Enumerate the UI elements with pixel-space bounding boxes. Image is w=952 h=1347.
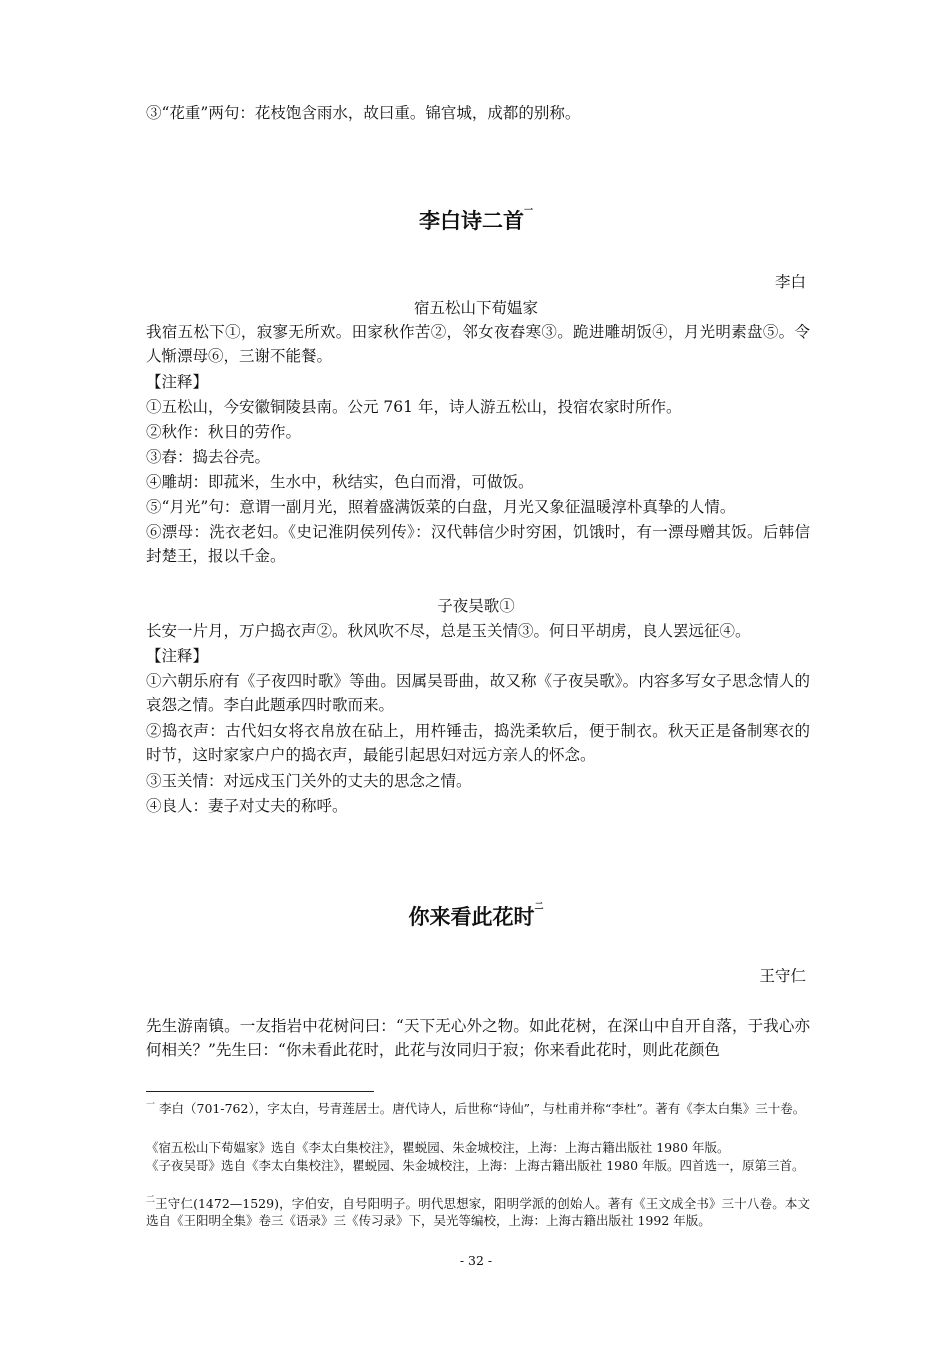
poem1-note-1: ①五松山，今安徽铜陵县南。公元 761 年，诗人游五松山，投宿农家时所作。 (146, 398, 682, 416)
section1-title-text: 李白诗二首 (418, 209, 524, 233)
poem2-note-4: ④良人：妻子对丈夫的称呼。 (146, 797, 348, 815)
poem1-text: 我宿五松下①，寂寥无所欢。田家秋作苦②，邻女夜舂寒③。跪进雕胡饭④，月光明素盘⑤。令人惭漂母⑥，三谢不能餐。 (146, 323, 810, 365)
poem1-note-2: ②秋作：秋日的劳作。 (146, 423, 302, 441)
poem1-note-6: ⑥漂母：洗衣老妇。《史记淮阴侯列传》：汉代韩信少时穷困，饥饿时，有一漂母赠其饭。后韩信封楚王，报以千金。 (146, 523, 810, 565)
footnote-4-text: 王守仁(1472—1529)，字伯安，自号阳明子。明代思想家，阳明学派的创始人。著有《王文成全书》三十八卷。本文选自《王阳明全集》卷三《语录》三《传习录》下，吴光等编校，上海：上海古籍出版社 1992 年版。 (146, 1196, 810, 1228)
footnote-separator (146, 1091, 374, 1092)
section1-author: 李白 (774, 273, 806, 291)
footnote-2: 《宿五松山下荀媪家》选自《李太白集校注》，瞿蜕园、朱金城校注，上海：上海古籍出版社 1980 年版。 (146, 1140, 730, 1155)
top-note: ③“花重”两句：花枝饱含雨水，故曰重。锦官城，成都的别称。 (146, 104, 581, 122)
footnote-3: 《子夜吴哥》选自《李太白集校注》，瞿蜕园、朱金城校注，上海：上海古籍出版社 1980 年版。四首选一，原第三首。 (146, 1158, 805, 1173)
poem2-note-2: ②捣衣声：古代妇女将衣帛放在砧上，用杵锤击，捣洗柔软后，便于制衣。秋天正是备制寒衣的时节，这时家家户户的捣衣声，最能引起思妇对远方亲人的怀念。 (146, 722, 810, 764)
poem1-note-4: ④雕胡：即菰米，生水中，秋结实，色白而滑，可做饭。 (146, 473, 534, 491)
section1-footnote-mark: 一 (523, 206, 533, 216)
section2-footnote-mark: 二 (534, 902, 544, 912)
footnote-1 (146, 1100, 810, 1117)
poem2-notes-heading: 【注释】 (146, 647, 209, 665)
poem2-text: 长安一片月，万户捣衣声②。秋风吹不尽，总是玉关情③。何日平胡虏，良人罢远征④。 (146, 622, 751, 640)
poem1-note-3: ③舂：捣去谷壳。 (146, 448, 271, 466)
section2-title (0, 902, 952, 932)
page-number: - 32 - (459, 1253, 493, 1268)
section2-title-text: 你来看此花时 (408, 905, 535, 929)
poem1-notes-heading: 【注释】 (146, 373, 209, 391)
section1-title (0, 206, 952, 236)
footnote-1-mark: 一 (146, 1100, 156, 1110)
footnote-4-mark: 二 (146, 1195, 156, 1205)
section2-author: 王守仁 (759, 967, 806, 985)
poem2-note-1: ①六朝乐府有《子夜四时歌》等曲。因属吴哥曲，故又称《子夜吴歌》。内容多写女子思念情人的哀怨之情。李白此题承四时歌而来。 (146, 672, 810, 714)
poem1-title: 宿五松山下荀媪家 (413, 299, 538, 317)
poem2-title: 子夜吴歌① (437, 597, 515, 615)
footnote-1-text: 李白（701-762），字太白，号青莲居士。唐代诗人，后世称“诗仙”，与杜甫并称“李杜”。著有《李太白集》三十卷。 (159, 1101, 806, 1116)
poem2-note-3: ③玉关情：对远戍玉门关外的丈夫的思念之情。 (146, 772, 472, 790)
footnote-4 (146, 1195, 810, 1229)
section2-text: 先生游南镇。一友指岩中花树问曰：“天下无心外之物。如此花树，在深山中自开自落，于我心亦何相关？”先生曰：“你未看此花时，此花与汝同归于寂；你来看此花时，则此花颜色 (146, 1017, 810, 1059)
poem1-note-5: ⑤“月光”句：意谓一副月光，照着盛满饭菜的白盘，月光又象征温暖淳朴真挚的人情。 (146, 498, 736, 516)
